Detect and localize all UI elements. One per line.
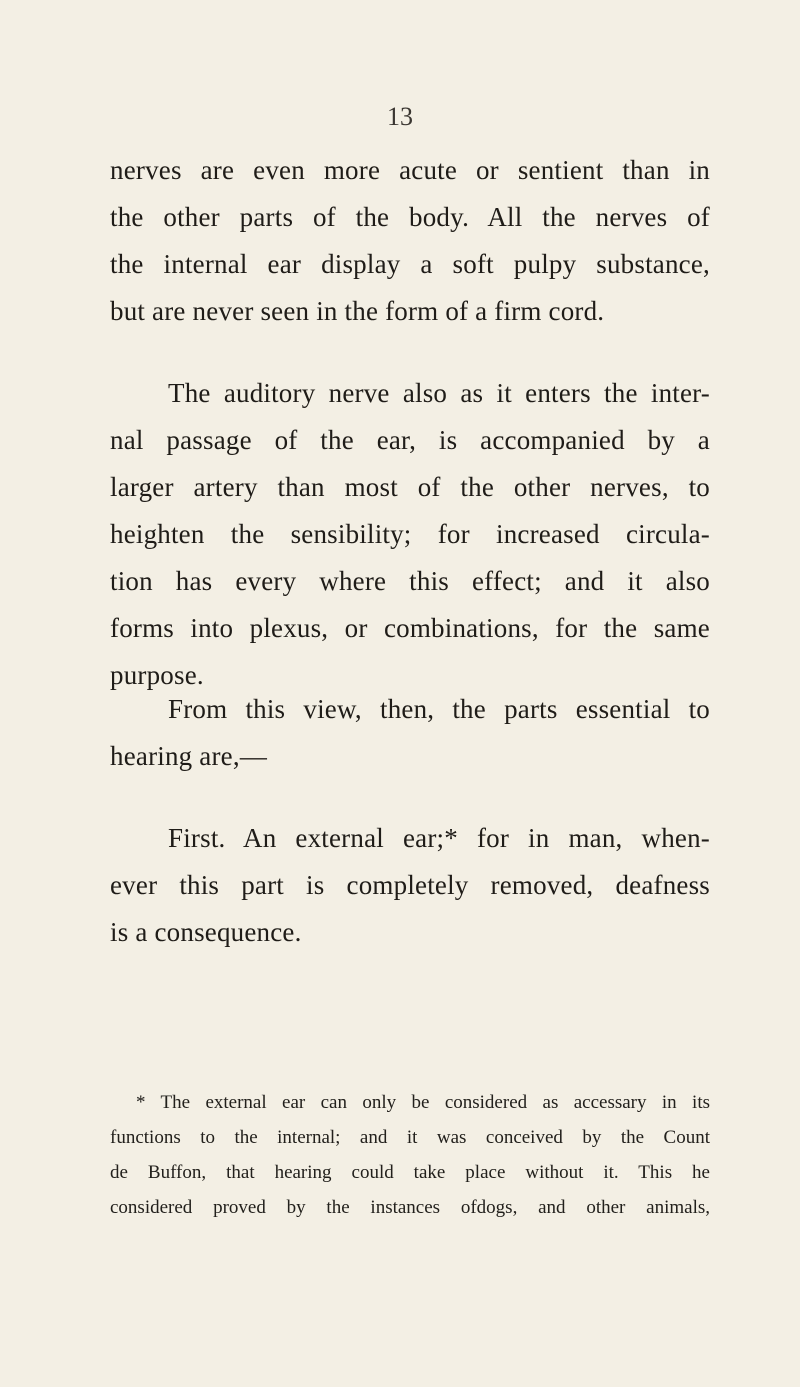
footnote bbox=[110, 1085, 710, 1225]
text-line: purpose. bbox=[110, 660, 204, 690]
footnote-line: de Buffon, that hearing could take place without it. This he bbox=[110, 1162, 710, 1183]
text-line: larger artery than most of the other nerves, to bbox=[110, 472, 710, 502]
text-line: heighten the sensibility; for increased circula- bbox=[110, 519, 710, 549]
text-line: the other parts of the body. All the nerves of bbox=[110, 202, 710, 232]
text-line: From this view, then, the parts essential to bbox=[168, 694, 710, 724]
text-line: nerves are even more acute or sentient than in bbox=[110, 155, 710, 185]
text-line: but are never seen in the form of a firm cord. bbox=[110, 296, 605, 326]
footnote-line: considered proved by the instances ofdogs, and other animals, bbox=[110, 1197, 710, 1218]
paragraph-auditory-nerve bbox=[110, 370, 710, 699]
paragraph-parts-essential bbox=[110, 686, 710, 780]
text-line: The auditory nerve also as it enters the inter- bbox=[168, 378, 710, 408]
text-line: nal passage of the ear, is accompanied by a bbox=[110, 425, 710, 455]
footnote-line: * The external ear can only be considered as accessary in its bbox=[136, 1092, 710, 1113]
paragraph-external-ear bbox=[110, 815, 710, 956]
text-line: is a consequence. bbox=[110, 917, 302, 947]
text-line: hearing are,— bbox=[110, 741, 268, 771]
text-line: tion has every where this effect; and it also bbox=[110, 566, 710, 596]
text-line: forms into plexus, or combinations, for the same bbox=[110, 613, 710, 643]
text-line: the internal ear display a soft pulpy substance, bbox=[110, 249, 710, 279]
page-number: 13 bbox=[387, 102, 413, 131]
text-line: First. An external ear;* for in man, when- bbox=[168, 823, 710, 853]
text-line: ever this part is completely removed, deafness bbox=[110, 870, 710, 900]
footnote-line: functions to the internal; and it was conceived by the Count bbox=[110, 1127, 710, 1148]
paragraph-nerves bbox=[110, 147, 710, 335]
